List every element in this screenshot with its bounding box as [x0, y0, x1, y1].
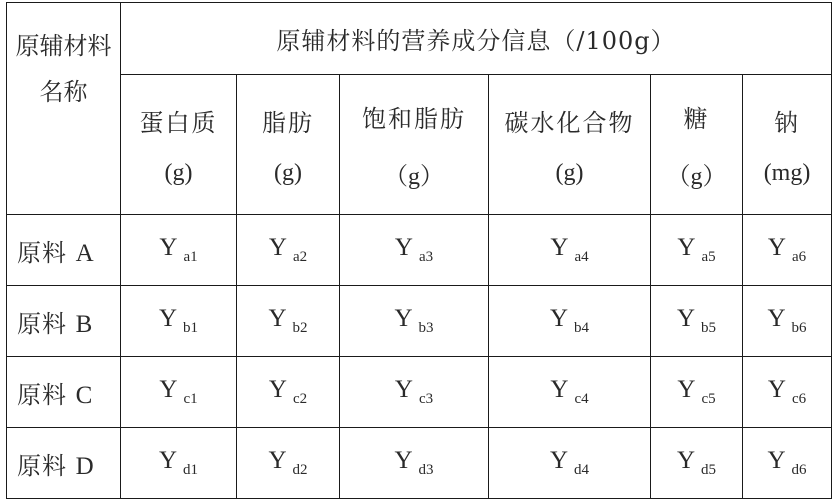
cell-subscript: b5 — [701, 320, 717, 336]
table-row — [7, 286, 832, 357]
cell-symbol: Y — [550, 234, 569, 261]
header-row-2 — [7, 75, 832, 215]
column-label: 碳水化合物 — [504, 108, 635, 137]
cell-symbol: Y — [394, 376, 413, 403]
column-header — [489, 75, 651, 215]
cell-symbol: Y — [676, 305, 696, 332]
column-unit: （g） — [666, 163, 727, 190]
cell-symbol: Y — [767, 234, 786, 261]
table-cell — [237, 286, 340, 357]
column-label: 蛋白质 — [139, 108, 218, 137]
table-cell — [237, 215, 340, 286]
cell-symbol: Y — [268, 376, 287, 403]
cell-subscript: a5 — [701, 249, 716, 265]
row-label — [7, 286, 121, 357]
cell-symbol: Y — [268, 447, 287, 474]
row-label — [7, 357, 121, 428]
column-header — [121, 75, 237, 215]
cell-symbol: Y — [158, 447, 178, 474]
row-label-prefix: 原料 — [17, 451, 67, 480]
cell-subscript: a1 — [183, 249, 198, 265]
cell-symbol: Y — [549, 305, 569, 332]
table-cell — [489, 215, 651, 286]
column-unit: (g) — [274, 159, 302, 186]
cell-symbol: Y — [676, 447, 696, 474]
row-label-letter: D — [75, 452, 95, 480]
cell-subscript: a3 — [418, 249, 434, 265]
table-cell — [743, 428, 832, 499]
cell-subscript: b3 — [418, 320, 434, 336]
column-unit: （g） — [384, 163, 444, 190]
cell-subscript: c3 — [418, 391, 434, 407]
column-label: 饱和脂肪 — [362, 104, 466, 133]
cell-subscript: c6 — [791, 391, 807, 407]
cell-symbol: Y — [677, 376, 696, 403]
cell-symbol: Y — [549, 447, 569, 474]
row-label — [7, 215, 121, 286]
cell-symbol: Y — [158, 305, 178, 332]
column-unit: (g) — [164, 159, 193, 186]
row-label-letter: B — [75, 310, 94, 338]
row-label-prefix: 原料 — [17, 238, 67, 267]
cell-subscript: c5 — [701, 391, 716, 407]
cell-symbol: Y — [268, 305, 287, 332]
row-label-prefix: 原料 — [17, 380, 67, 409]
column-unit: (g) — [555, 159, 584, 186]
cell-symbol: Y — [394, 234, 413, 261]
cell-subscript: d5 — [701, 462, 717, 478]
cell-subscript: c1 — [183, 391, 198, 407]
table-cell — [340, 428, 489, 499]
table-cell — [651, 357, 743, 428]
cell-symbol: Y — [268, 234, 287, 261]
material-name-header — [7, 3, 121, 215]
column-label: 钠 — [774, 108, 801, 137]
table-cell — [237, 357, 340, 428]
table-cell — [743, 357, 832, 428]
table-cell — [121, 215, 237, 286]
table-cell — [489, 428, 651, 499]
cell-symbol: Y — [159, 376, 178, 403]
material-name-header-line1: 原辅材料 — [15, 32, 112, 60]
cell-subscript: b4 — [574, 320, 590, 336]
column-header — [237, 75, 340, 215]
cell-symbol: Y — [677, 234, 696, 261]
column-label: 脂肪 — [262, 108, 314, 137]
header-row-1 — [7, 3, 832, 75]
table-cell — [743, 215, 832, 286]
cell-subscript: a4 — [574, 249, 589, 265]
table-cell — [121, 428, 237, 499]
table-cell — [743, 286, 832, 357]
cell-subscript: a2 — [292, 249, 308, 265]
column-header — [340, 75, 489, 215]
cell-subscript: d6 — [791, 462, 807, 478]
cell-symbol: Y — [394, 305, 413, 332]
nutrition-group-header: 原辅材料的营养成分信息（/100g） — [121, 3, 832, 75]
cell-subscript: b1 — [183, 320, 199, 336]
cell-subscript: b6 — [791, 320, 807, 336]
table-cell — [237, 428, 340, 499]
table-cell — [489, 357, 651, 428]
cell-subscript: d2 — [292, 462, 308, 478]
cell-symbol: Y — [767, 447, 786, 474]
row-label-prefix: 原料 — [17, 309, 67, 338]
column-unit: (mg) — [763, 159, 811, 186]
cell-subscript: d1 — [183, 462, 199, 478]
material-name-header-line2: 名称 — [39, 78, 88, 106]
table-cell — [651, 215, 743, 286]
cell-subscript: d4 — [574, 462, 590, 478]
table-row — [7, 215, 832, 286]
cell-subscript: a6 — [791, 249, 807, 265]
cell-symbol: Y — [767, 376, 786, 403]
table-cell — [651, 286, 743, 357]
table-cell — [340, 215, 489, 286]
cell-subscript: c2 — [292, 391, 308, 407]
table-cell — [121, 357, 237, 428]
column-label: 糖 — [683, 104, 710, 133]
cell-symbol: Y — [159, 234, 178, 261]
cell-subscript: b2 — [292, 320, 308, 336]
row-label — [7, 428, 121, 499]
cell-subscript: d3 — [418, 462, 434, 478]
nutrition-table — [6, 2, 832, 499]
cell-symbol: Y — [767, 305, 786, 332]
column-header — [651, 75, 743, 215]
table-row — [7, 428, 832, 499]
row-label-letter: C — [75, 381, 94, 409]
column-header — [743, 75, 832, 215]
cell-subscript: c4 — [574, 391, 589, 407]
table-cell — [340, 286, 489, 357]
table-cell — [121, 286, 237, 357]
cell-symbol: Y — [550, 376, 569, 403]
table-cell — [651, 428, 743, 499]
cell-symbol: Y — [394, 447, 413, 474]
table-cell — [340, 357, 489, 428]
table-row — [7, 357, 832, 428]
table-cell — [489, 286, 651, 357]
row-label-letter: A — [75, 239, 95, 267]
